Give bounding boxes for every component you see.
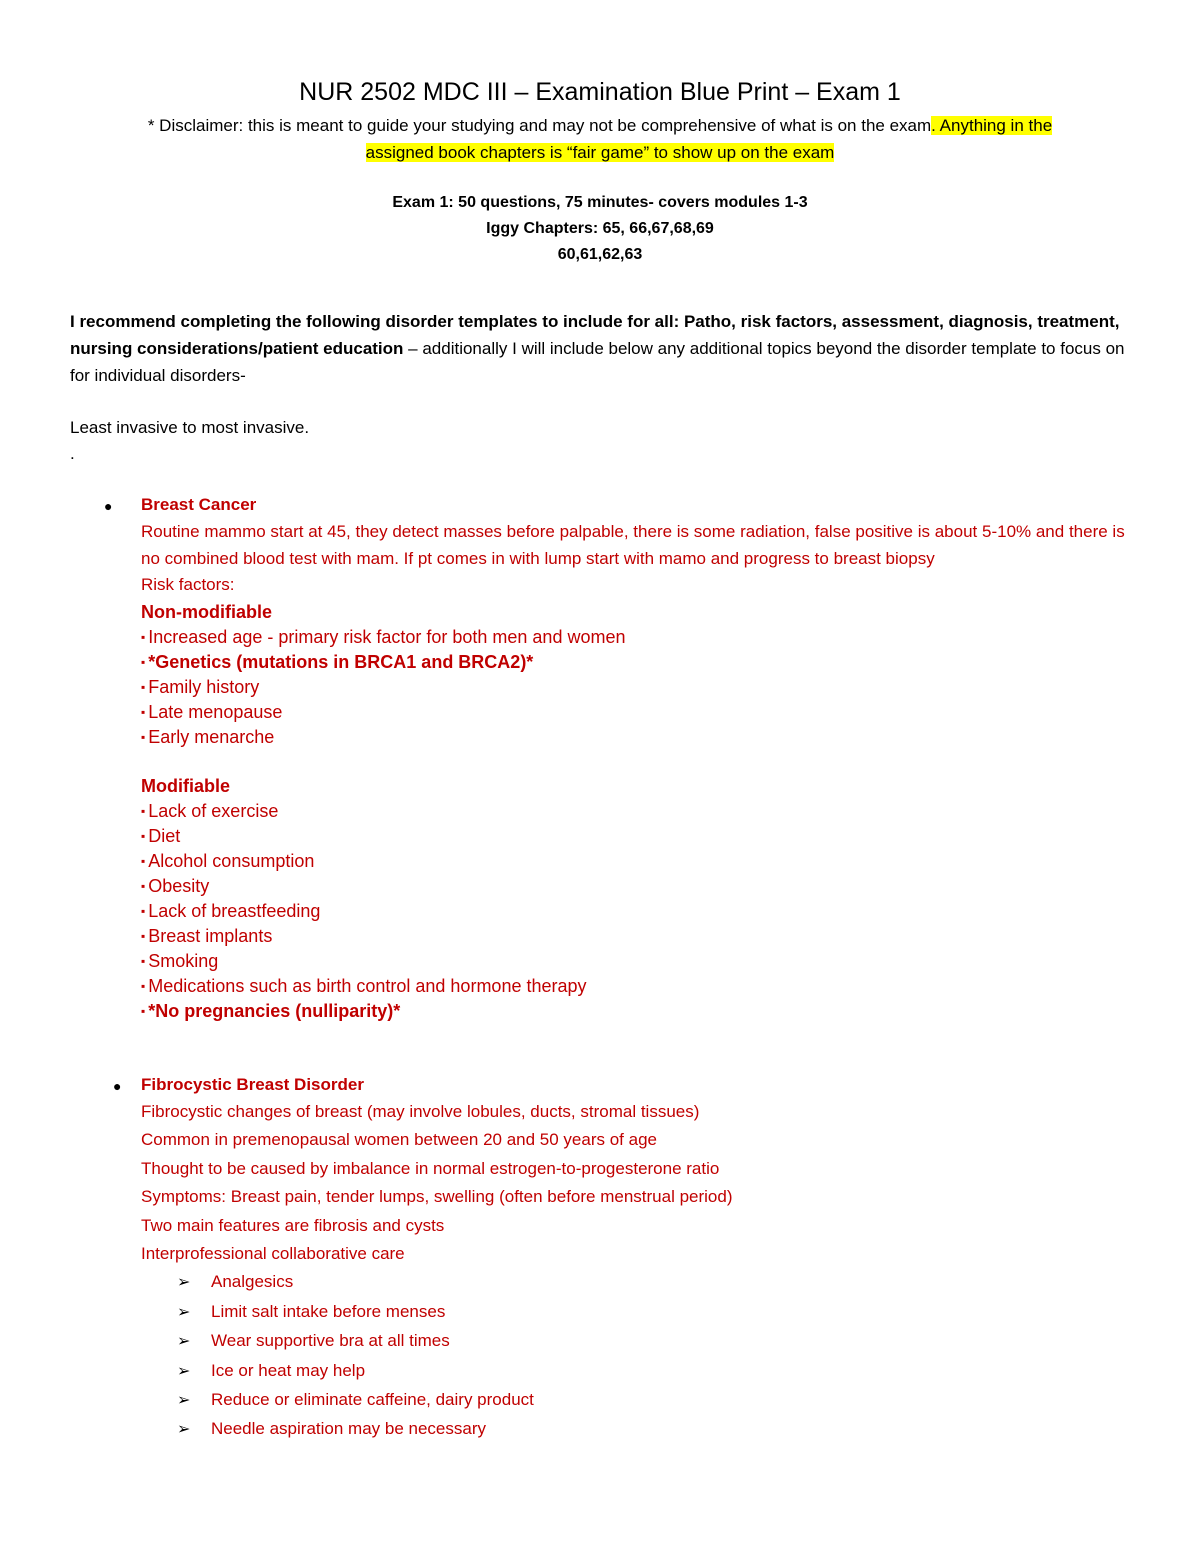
fibrocystic-line: Two main features are fibrosis and cysts (141, 1215, 445, 1235)
risk-factor-text: Breast implants (148, 926, 273, 946)
risk-factor-text: Medications such as birth control and hormone therapy (148, 976, 587, 996)
fibrocystic-section (141, 1072, 1141, 1445)
care-item-text: Wear supportive bra at all times (211, 1331, 450, 1351)
care-item-text: Reduce or eliminate caffeine, dairy product (211, 1390, 534, 1410)
risk-factor-item (141, 725, 1141, 750)
disclaimer (60, 112, 1140, 166)
fibrocystic-lines (141, 1098, 1141, 1268)
risk-factor-item (141, 874, 1141, 899)
risk-factor-item (141, 675, 1141, 700)
exam-info (0, 190, 1200, 268)
care-item (177, 1386, 1141, 1415)
square-bullet-icon: ▪ (141, 1004, 146, 1018)
arrow-bullet-icon: ➢ (177, 1392, 191, 1410)
risk-factor-text: Family history (148, 677, 260, 697)
care-item (177, 1268, 1141, 1297)
bullet-dot-icon: ● (113, 1078, 122, 1094)
arrow-bullet-icon: ➢ (177, 1303, 191, 1321)
risk-factor-text: Smoking (148, 951, 219, 971)
risk-factor-item (141, 824, 1141, 849)
square-bullet-icon: ▪ (141, 879, 146, 893)
square-bullet-icon: ▪ (141, 829, 146, 843)
recommendation-bold: I recommend completing the following disorder templates to include for all: Patho, risk factors, assessment, diagnosis, treatment, nursing considerations/patient education (70, 312, 1120, 358)
non-modifiable-list (141, 625, 1141, 750)
square-bullet-icon: ▪ (141, 979, 146, 993)
risk-factor-text: Increased age - primary risk factor for both men and women (148, 627, 626, 647)
recommendation-normal: – additionally I will include below any additional topics beyond the disorder template to focus on for individual disorders- (70, 339, 1125, 385)
fibrocystic-line: Fibrocystic changes of breast (may involve lobules, ducts, stromal tissues) (141, 1102, 700, 1121)
care-item (177, 1298, 1141, 1327)
square-bullet-icon: ▪ (141, 854, 146, 868)
exam-info-line: Exam 1: 50 questions, 75 minutes- covers modules 1-3 (392, 194, 808, 211)
square-bullet-icon: ▪ (141, 904, 146, 918)
risk-factor-text: *No pregnancies (nulliparity)* (148, 1001, 401, 1021)
exam-info-line: 60,61,62,63 (557, 246, 643, 263)
square-bullet-icon: ▪ (141, 680, 146, 694)
care-item (177, 1327, 1141, 1356)
care-item (177, 1415, 1141, 1444)
risk-factor-text: Lack of exercise (148, 801, 279, 821)
breast-cancer-heading: Breast Cancer (141, 495, 257, 514)
disclaimer-text: * Disclaimer: this is meant to guide your studying and may not be comprehensive of what is on the exam (147, 116, 932, 135)
fibrocystic-line: Thought to be caused by imbalance in normal estrogen-to-progesterone ratio (141, 1158, 720, 1178)
risk-factor-item (141, 849, 1141, 874)
risk-factor-item (141, 949, 1141, 974)
risk-factor-item (141, 700, 1141, 725)
fibrocystic-line: Symptoms: Breast pain, tender lumps, swelling (often before menstrual period) (141, 1187, 733, 1207)
risk-factor-item (141, 974, 1141, 999)
risk-factor-text: *Genetics (mutations in BRCA1 and BRCA2)* (148, 652, 534, 672)
square-bullet-icon: ▪ (141, 630, 146, 644)
arrow-bullet-icon: ➢ (177, 1421, 191, 1439)
square-bullet-icon: ▪ (141, 929, 146, 943)
recommendation-paragraph (70, 308, 1140, 389)
arrow-bullet-icon: ➢ (177, 1274, 191, 1292)
square-bullet-icon: ▪ (141, 954, 146, 968)
square-bullet-icon: ▪ (141, 705, 146, 719)
square-bullet-icon: ▪ (141, 804, 146, 818)
page-title: NUR 2502 MDC III – Examination Blue Print – Exam 1 (299, 78, 901, 106)
care-item-text: Analgesics (211, 1272, 294, 1292)
risk-factor-item (141, 899, 1141, 924)
risk-factor-text: Lack of breastfeeding (148, 901, 321, 921)
bullet-dot-icon: ● (104, 498, 113, 514)
stray-dot: . (70, 444, 75, 463)
risk-factor-text: Early menarche (148, 727, 275, 747)
disclaimer-highlight-1: . Anything in the (931, 116, 1053, 135)
fibrocystic-heading: Fibrocystic Breast Disorder (141, 1075, 364, 1094)
risk-factors-label: Risk factors: (141, 575, 235, 594)
modifiable-list (141, 799, 1141, 1024)
breast-cancer-section (141, 492, 1141, 1024)
care-item-text: Limit salt intake before menses (211, 1301, 446, 1321)
care-item (177, 1357, 1141, 1386)
risk-factor-text: Diet (148, 826, 181, 846)
arrow-bullet-icon: ➢ (177, 1362, 191, 1380)
risk-factor-text: Obesity (148, 876, 210, 896)
square-bullet-icon: ▪ (141, 655, 146, 669)
risk-factor-text: Late menopause (148, 702, 283, 722)
least-invasive-note: Least invasive to most invasive. (70, 418, 310, 437)
care-item-text: Needle aspiration may be necessary (211, 1419, 486, 1439)
care-list (177, 1268, 1141, 1444)
risk-factor-item (141, 924, 1141, 949)
fibrocystic-line: Common in premenopausal women between 20 and 50 years of age (141, 1130, 657, 1150)
breast-cancer-paragraph: Routine mammo start at 45, they detect masses before palpable, there is some radiation, false positive is about 5-10% and there is no combined blood test with mam. If pt comes in with lump start with mamo and progress to breast biopsy (141, 522, 1125, 568)
risk-factor-item (141, 625, 1141, 650)
risk-factor-item (141, 799, 1141, 824)
care-item-text: Ice or heat may help (211, 1360, 366, 1380)
disclaimer-highlight-2: assigned book chapters is “fair game” to show up on the exam (365, 143, 835, 162)
fibrocystic-line: Interprofessional collaborative care (141, 1244, 405, 1264)
risk-factor-text: Alcohol consumption (148, 851, 315, 871)
non-modifiable-label: Non-modifiable (141, 602, 272, 622)
risk-factor-item (141, 650, 1141, 675)
risk-factor-item (141, 999, 1141, 1024)
exam-info-line: Iggy Chapters: 65, 66,67,68,69 (486, 220, 714, 237)
square-bullet-icon: ▪ (141, 730, 146, 744)
modifiable-label: Modifiable (141, 776, 230, 796)
arrow-bullet-icon: ➢ (177, 1333, 191, 1351)
